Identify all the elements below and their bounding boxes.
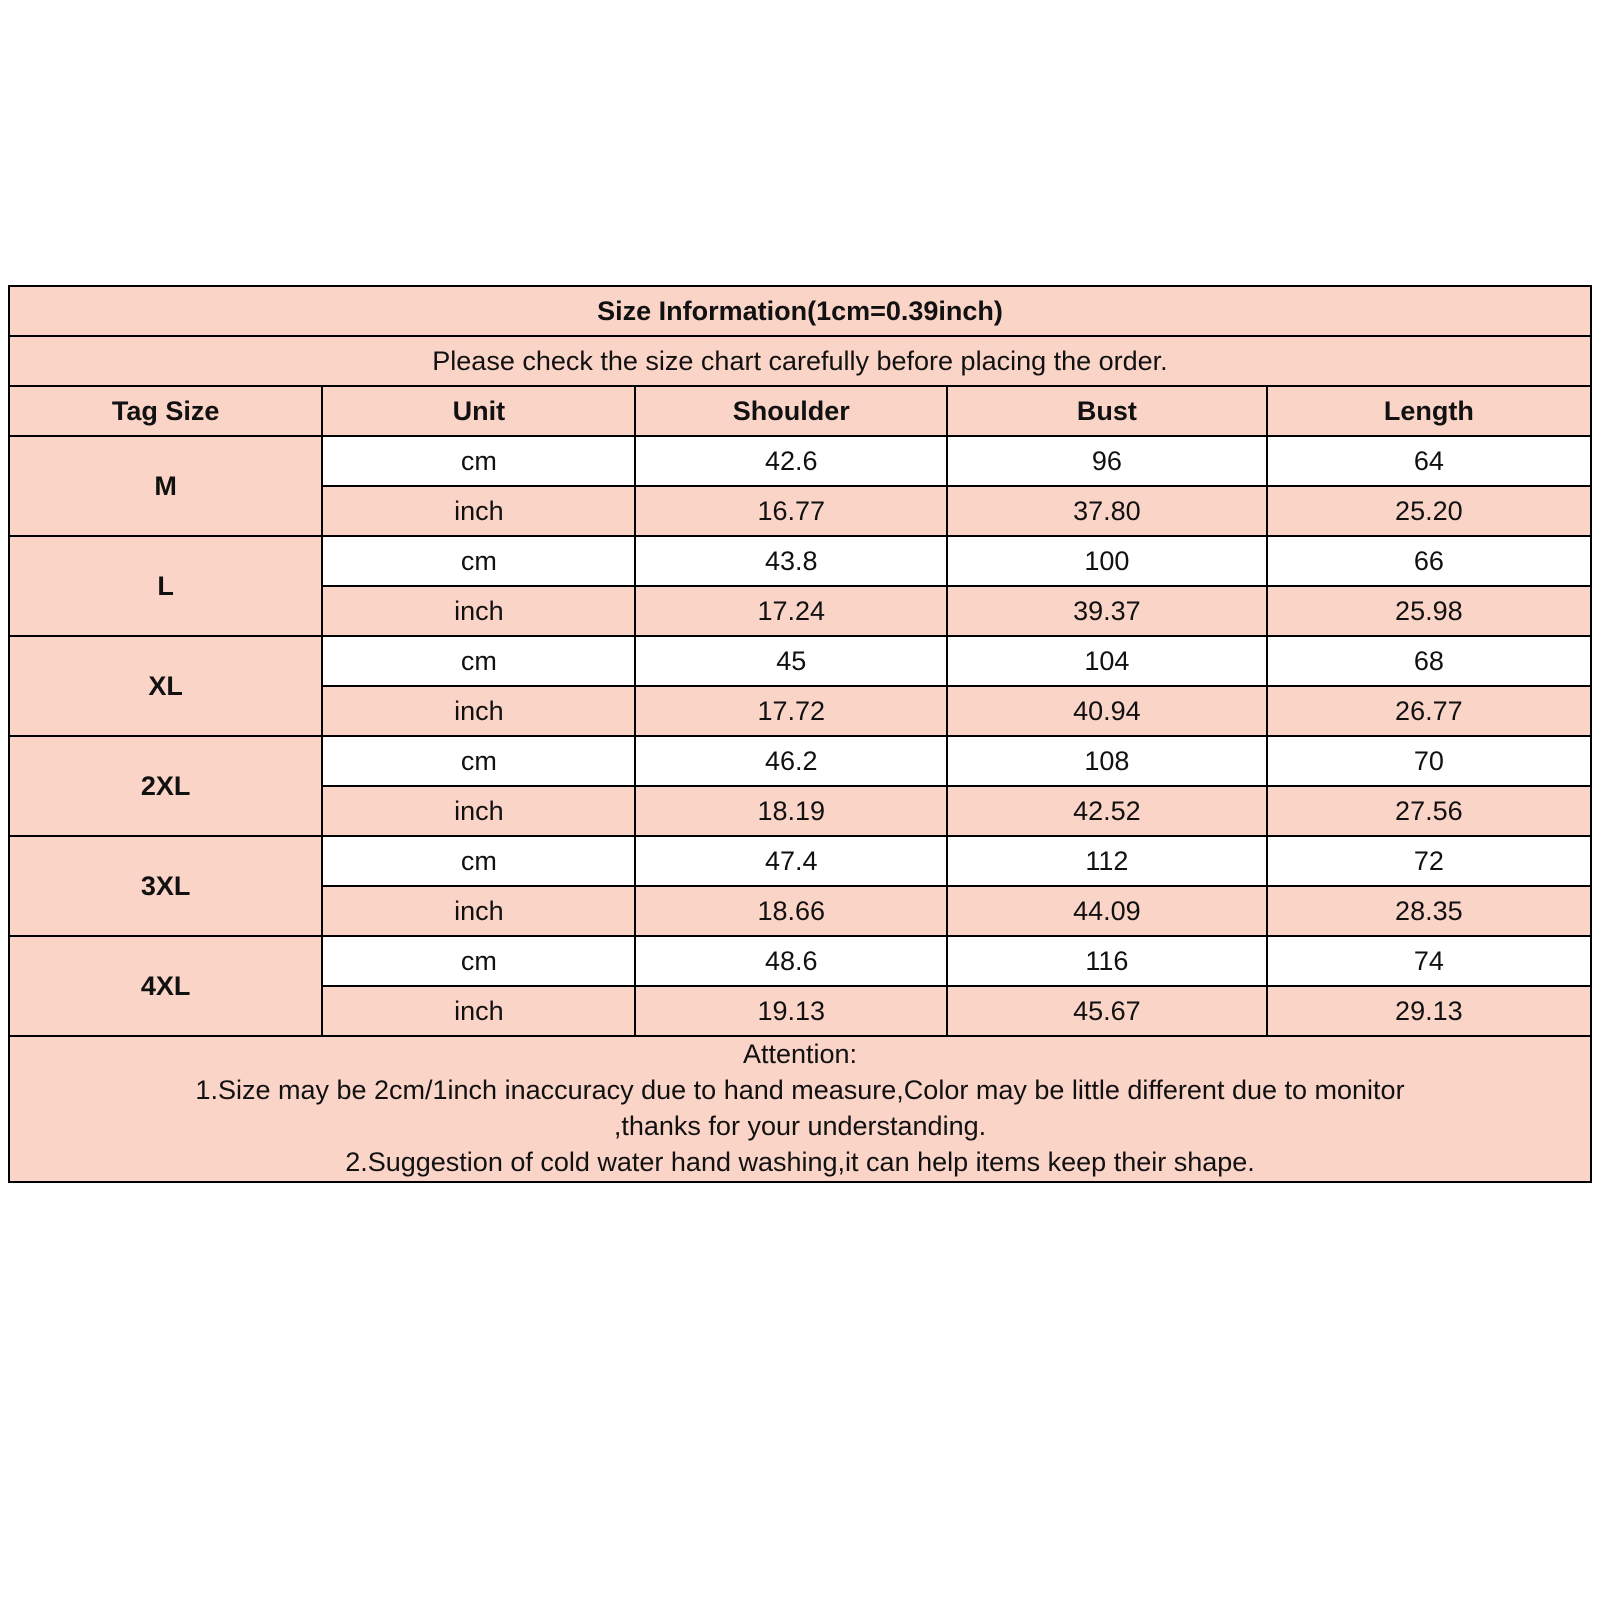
shoulder-cell: 43.8 <box>635 536 947 586</box>
unit-cell: inch <box>322 786 635 836</box>
shoulder-cell: 47.4 <box>635 836 947 886</box>
bust-cell: 116 <box>947 936 1267 986</box>
shoulder-cell: 16.77 <box>635 486 947 536</box>
unit-cell: cm <box>322 536 635 586</box>
shoulder-cell: 45 <box>635 636 947 686</box>
column-header-length: Length <box>1267 386 1591 436</box>
chart-title: Size Information(1cm=0.39inch) <box>9 286 1591 336</box>
tag-size-cell: M <box>9 436 322 536</box>
length-cell: 68 <box>1267 636 1591 686</box>
attention-heading: Attention: <box>742 1039 858 1069</box>
shoulder-cell: 17.72 <box>635 686 947 736</box>
bust-cell: 40.94 <box>947 686 1267 736</box>
shoulder-cell: 46.2 <box>635 736 947 786</box>
tag-size-cell: L <box>9 536 322 636</box>
size-information-table <box>8 285 1592 1183</box>
bust-cell: 100 <box>947 536 1267 586</box>
unit-cell: cm <box>322 636 635 686</box>
length-cell: 66 <box>1267 536 1591 586</box>
length-cell: 29.13 <box>1267 986 1591 1036</box>
unit-cell: cm <box>322 836 635 886</box>
size-chart-container <box>8 285 1592 1183</box>
bust-cell: 112 <box>947 836 1267 886</box>
unit-cell: inch <box>322 586 635 636</box>
length-cell: 26.77 <box>1267 686 1591 736</box>
attention-line-1: 1.Size may be 2cm/1inch inaccuracy due to hand measure,Color may be little different due to monitor <box>195 1074 1405 1105</box>
length-cell: 64 <box>1267 436 1591 486</box>
column-header-shoulder: Shoulder <box>635 386 947 436</box>
bust-cell: 96 <box>947 436 1267 486</box>
table-row <box>9 836 1591 886</box>
length-cell: 28.35 <box>1267 886 1591 936</box>
table-row <box>9 636 1591 686</box>
table-row <box>9 436 1591 486</box>
bust-cell: 104 <box>947 636 1267 686</box>
unit-cell: inch <box>322 486 635 536</box>
length-cell: 74 <box>1267 936 1591 986</box>
bust-cell: 39.37 <box>947 586 1267 636</box>
length-cell: 25.20 <box>1267 486 1591 536</box>
bust-cell: 44.09 <box>947 886 1267 936</box>
unit-cell: cm <box>322 936 635 986</box>
tag-size-cell: 3XL <box>9 836 322 936</box>
attention-row <box>9 1036 1591 1182</box>
shoulder-cell: 17.24 <box>635 586 947 636</box>
table-row <box>9 736 1591 786</box>
bust-cell: 108 <box>947 736 1267 786</box>
table-title-row <box>9 286 1591 336</box>
bust-cell: 45.67 <box>947 986 1267 1036</box>
bust-cell: 42.52 <box>947 786 1267 836</box>
shoulder-cell: 18.66 <box>635 886 947 936</box>
length-cell: 72 <box>1267 836 1591 886</box>
shoulder-cell: 42.6 <box>635 436 947 486</box>
length-cell: 25.98 <box>1267 586 1591 636</box>
tag-size-cell: 2XL <box>9 736 322 836</box>
unit-cell: inch <box>322 986 635 1036</box>
unit-cell: inch <box>322 886 635 936</box>
length-cell: 27.56 <box>1267 786 1591 836</box>
column-header-unit: Unit <box>322 386 635 436</box>
unit-cell: inch <box>322 686 635 736</box>
column-header-tag-size: Tag Size <box>9 386 322 436</box>
chart-subtitle: Please check the size chart carefully before placing the order. <box>9 336 1591 386</box>
attention-line-2: ,thanks for your understanding. <box>613 1110 987 1141</box>
column-header-bust: Bust <box>947 386 1267 436</box>
table-row <box>9 936 1591 986</box>
attention-note <box>9 1036 1591 1182</box>
shoulder-cell: 48.6 <box>635 936 947 986</box>
length-cell: 70 <box>1267 736 1591 786</box>
bust-cell: 37.80 <box>947 486 1267 536</box>
tag-size-cell: XL <box>9 636 322 736</box>
attention-line-3: 2.Suggestion of cold water hand washing,it can help items keep their shape. <box>345 1146 1255 1177</box>
tag-size-cell: 4XL <box>9 936 322 1036</box>
table-header-row <box>9 386 1591 436</box>
table-subtitle-row <box>9 336 1591 386</box>
shoulder-cell: 19.13 <box>635 986 947 1036</box>
shoulder-cell: 18.19 <box>635 786 947 836</box>
unit-cell: cm <box>322 736 635 786</box>
unit-cell: cm <box>322 436 635 486</box>
table-row <box>9 536 1591 586</box>
